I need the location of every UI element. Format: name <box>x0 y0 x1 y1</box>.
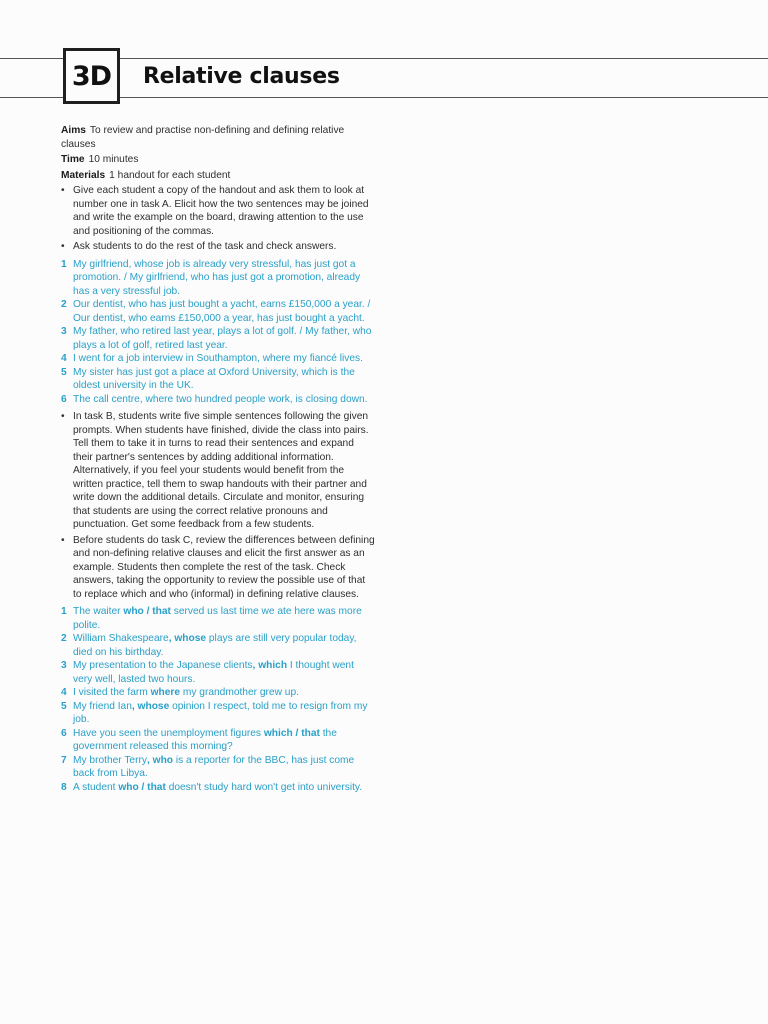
answer-number: 1 <box>61 606 67 617</box>
time-row <box>61 153 375 167</box>
answer-item <box>61 352 375 366</box>
answer-text: my grandmother grew up. <box>180 687 299 698</box>
answer-text: plays are still very popular today, died on his birthday. <box>73 633 357 658</box>
answer-text: I visited the farm <box>73 687 151 698</box>
answer-text: served us last time we ate here was more polite. <box>73 606 362 631</box>
answer-item <box>61 700 375 727</box>
answer-item <box>61 781 375 795</box>
answer-text: The call centre, where two hundred people work, is closing down. <box>73 393 368 405</box>
page-title: Relative clauses <box>143 64 340 89</box>
procedure-list-2 <box>61 410 375 601</box>
relative-pronoun: where <box>150 687 181 698</box>
answer-number: 4 <box>61 687 67 698</box>
answer-item <box>61 605 375 632</box>
answer-number: 2 <box>61 633 67 644</box>
answer-number: 6 <box>61 393 67 405</box>
answer-text: opinion I respect, told me to resign from my job. <box>73 700 368 725</box>
answer-item <box>61 366 375 393</box>
answer-text: I went for a job interview in Southampton, where my fiancé lives. <box>73 353 363 364</box>
aims-text: To review and practise non-defining and defining relative clauses <box>61 125 345 150</box>
answer-text: the government released this morning? <box>73 727 337 752</box>
answer-item <box>61 325 375 352</box>
answer-item <box>61 298 375 325</box>
time-text: 10 minutes <box>88 154 139 165</box>
answer-item <box>61 258 375 299</box>
answer-item <box>61 754 375 781</box>
relative-pronoun: which / that <box>263 727 320 739</box>
materials-text: 1 handout for each student <box>109 169 231 181</box>
procedure-step: • Give each student a copy of the handout and ask them to look at number one in task A. Elicit how the two sentences may be joined and write the example on the board, drawing attention to the use and positioning of the commas. <box>61 184 375 238</box>
answer-text: My friend Ian <box>73 700 132 712</box>
answer-number: 6 <box>61 727 67 739</box>
answer-text: My girlfriend, whose job is already very stressful, has just got a promotion. / My girlfriend, who has just got a promotion, already has a very stressful job. <box>73 258 361 297</box>
materials-row <box>61 169 375 183</box>
answer-text: doesn't study hard won't get into university. <box>165 781 363 793</box>
answer-item <box>61 632 375 659</box>
answer-number: 3 <box>61 660 67 671</box>
answer-number: 5 <box>61 366 67 378</box>
relative-pronoun: , whose <box>168 633 207 644</box>
time-label: Time <box>61 154 85 165</box>
aims-label: Aims <box>61 125 86 136</box>
answer-text: William Shakespeare <box>73 633 169 644</box>
lesson-code-badge: 3D <box>63 48 120 104</box>
procedure-list-1 <box>61 184 375 254</box>
answer-number: 3 <box>61 326 67 337</box>
answer-text: My presentation to the Japanese clients <box>73 660 253 671</box>
answer-number: 4 <box>61 353 67 364</box>
aims-row <box>61 124 375 151</box>
procedure-step: • In task B, students write five simple sentences following the given prompts. When students have finished, divide the class into pairs. Tell them to take it in turns to read their sentences and expand their partner's sentences by adding additional information. Alternatively, if you feel your students would benefit from the written practice, tell them to swap handouts with their partner and write down the additional details. Circulate and monitor, ensuring that students are using the correct relative pronouns and punctuation. Get some feedback from a few students. <box>61 410 375 532</box>
relative-pronoun: who / that <box>123 606 171 617</box>
answer-text: Have you seen the unemployment figures <box>73 727 264 739</box>
answer-number: 2 <box>61 299 67 310</box>
answer-text: The waiter <box>73 606 124 617</box>
procedure-step: • Before students do task C, review the differences between defining and non-defining relative clauses and elicit the first answer as an example. Students then complete the rest of the task. Check answers, taking the opportunity to review the possible use of that to replace which and who (informal) in defining relative clauses. <box>61 534 375 602</box>
answer-text: A student <box>73 781 119 793</box>
answer-item <box>61 659 375 686</box>
answer-item <box>61 393 375 407</box>
answer-number: 7 <box>61 754 67 766</box>
answer-text: My brother Terry <box>73 754 147 766</box>
relative-pronoun: , which <box>252 660 288 671</box>
materials-label: Materials <box>61 169 106 181</box>
answer-text: is a reporter for the BBC, has just come back from Libya. <box>73 754 355 779</box>
answer-text: I thought went very well, lasted two hours. <box>73 660 354 685</box>
answer-number: 5 <box>61 700 67 712</box>
relative-pronoun: , whose <box>131 700 170 712</box>
answer-text: My father, who retired last year, plays a lot of golf. / My father, who plays a lot of golf, retired last year. <box>73 326 372 351</box>
teacher-notes <box>61 124 375 798</box>
answer-text: Our dentist, who has just bought a yacht, earns £150,000 a year. / Our dentist, who earns £150,000 a year, has just bought a yacht. <box>73 299 371 324</box>
answer-key-task-c <box>61 605 375 794</box>
relative-pronoun: who / that <box>118 781 166 793</box>
answer-item <box>61 727 375 754</box>
answer-text: My sister has just got a place at Oxford University, which is the oldest university in the UK. <box>73 366 355 391</box>
answer-key-task-a <box>61 258 375 407</box>
answer-item <box>61 686 375 700</box>
procedure-step: • Ask students to do the rest of the task and check answers. <box>61 240 375 254</box>
relative-pronoun: , who <box>146 754 174 766</box>
answer-number: 8 <box>61 781 67 793</box>
answer-number: 1 <box>61 258 67 270</box>
